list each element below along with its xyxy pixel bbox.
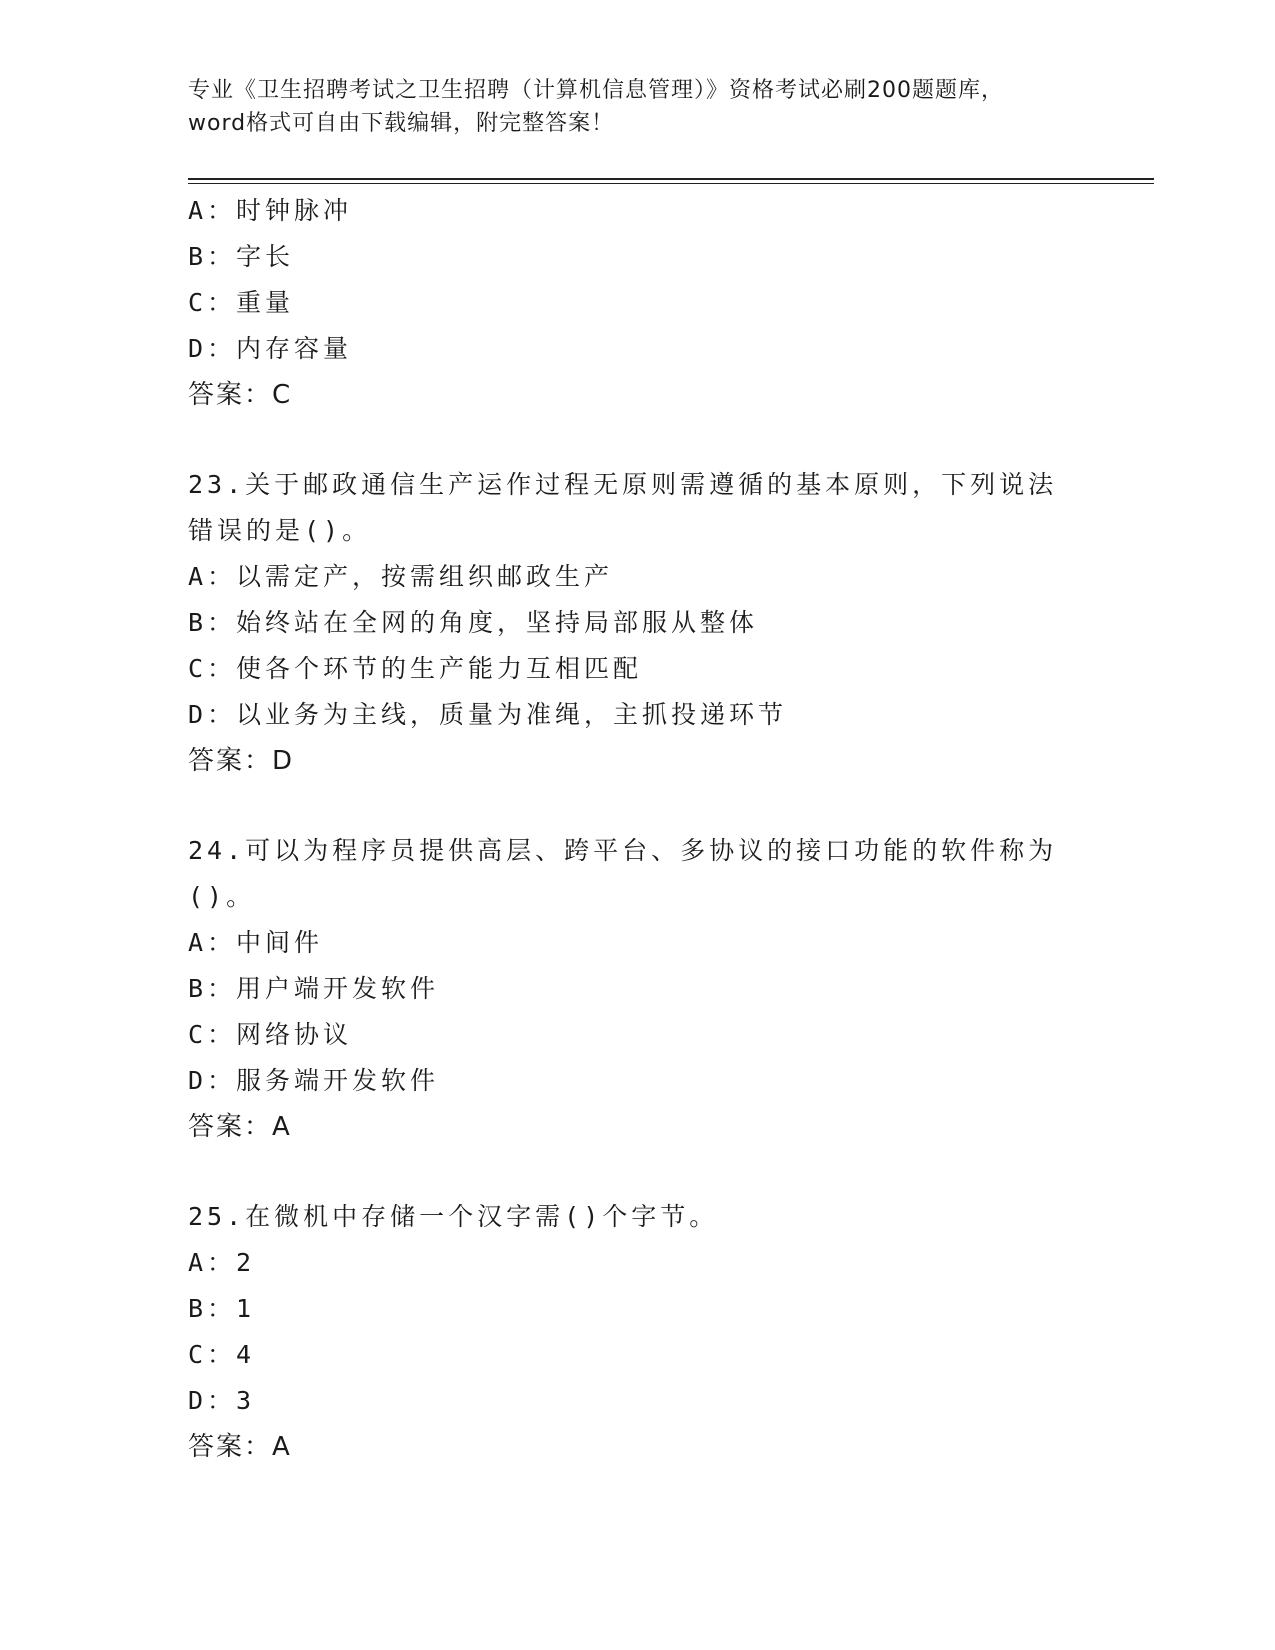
question-block — [188, 462, 1088, 784]
header-line-2: word格式可自由下载编辑，附完整答案！ — [188, 111, 615, 136]
header-rule-thick — [188, 178, 1154, 180]
question-block — [188, 1194, 1088, 1470]
question-stem: 24.可以为程序员提供高层、跨平台、多协议的接口功能的软件称为()。 — [188, 836, 1058, 911]
answer-line: 答案：C — [188, 380, 293, 410]
option-d: D：3 — [188, 1386, 256, 1415]
question-block — [188, 188, 1088, 418]
header-rule-thin — [188, 183, 1154, 184]
answer-line: 答案：A — [188, 1112, 292, 1142]
option-d: D：服务端开发软件 — [188, 1066, 440, 1095]
option-d: D：内存容量 — [188, 334, 353, 363]
option-c: C：网络协议 — [188, 1020, 353, 1049]
option-a: A：时钟脉冲 — [188, 196, 353, 225]
option-b: B：字长 — [188, 242, 295, 271]
option-a: A：以需定产，按需组织邮政生产 — [188, 562, 614, 591]
answer-line: 答案：D — [188, 746, 295, 776]
question-stem: 23.关于邮政通信生产运作过程无原则需遵循的基本原则，下列说法错误的是()。 — [188, 470, 1058, 545]
option-d: D：以业务为主线，质量为准绳，主抓投递环节 — [188, 700, 788, 729]
answer-line: 答案：A — [188, 1432, 292, 1462]
question-spacer — [188, 1150, 1088, 1194]
option-a: A：中间件 — [188, 928, 324, 957]
option-b: B：用户端开发软件 — [188, 974, 440, 1003]
option-a: A：2 — [188, 1248, 256, 1277]
question-block — [188, 828, 1088, 1150]
question-list — [188, 188, 1088, 1470]
option-b: B：1 — [188, 1294, 256, 1323]
option-c: C：重量 — [188, 288, 295, 317]
option-c: C：4 — [188, 1340, 256, 1369]
document-header — [188, 74, 1088, 140]
question-stem: 25.在微机中存储一个汉字需()个字节。 — [188, 1202, 719, 1231]
question-spacer — [188, 784, 1088, 828]
option-c: C：使各个环节的生产能力互相匹配 — [188, 654, 643, 683]
question-spacer — [188, 418, 1088, 462]
option-b: B：始终站在全网的角度，坚持局部服从整体 — [188, 608, 759, 637]
header-line-1: 专业《卫生招聘考试之卫生招聘（计算机信息管理）》资格考试必刷200题题库， — [188, 78, 1004, 103]
